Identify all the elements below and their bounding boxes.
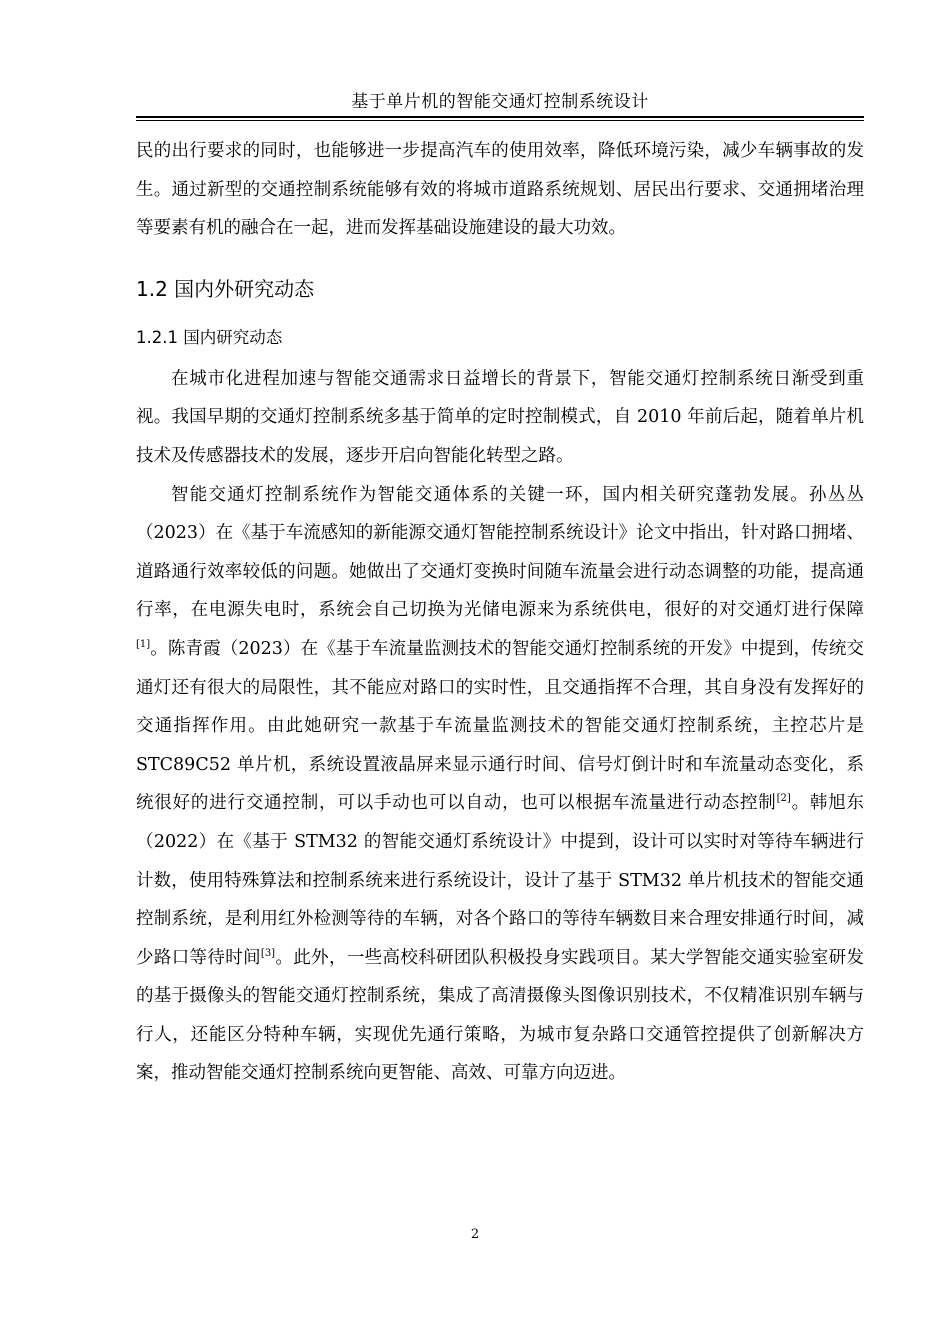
- page-number: 2: [470, 1227, 480, 1242]
- paragraph-text-segment: 。陈青霞（2023）在《基于车流量监测技术的智能交通灯控制系统的开发》中提到，传统交通灯还有很大的局限性，其不能应对路口的实时性，且交通指挥不合理，其自身没有发挥好的交通指挥作用。由此她研究一款基于车流量监测技术的智能交通灯控制系统，主控芯片是 STC89C52 单片机，系统设置液晶屏来显示通行时间、信号灯倒计时和车流量动态变化，系统很好的进行交通控制，可以手动也可以自动，也可以根据车流量进行动态控制: [136, 638, 864, 814]
- header-rule: [136, 116, 864, 118]
- paragraph-text-segment: 。此外，一些高校科研团队积极投身实践项目。某大学智能交通实验室研发的基于摄像头的智能交通灯控制系统，集成了高清摄像头图像识别技术，不仅精准识别车辆与行人，还能区分特种车辆，实现优先通行策略，为城市复杂路口交通管控提供了创新解决方案，推动智能交通灯控制系统向更智能、高效、可靠方向迈进。: [136, 947, 864, 1084]
- header-rule-secondary: [136, 120, 864, 121]
- running-header: 基于单片机的智能交通灯控制系统设计: [351, 92, 649, 112]
- paragraph-text-segment: 。韩旭东（2022）在《基于 STM32 的智能交通灯系统设计》中提到，设计可以实时对等待车辆进行计数，使用特殊算法和控制系统来进行系统设计，设计了基于 STM32 单片机技术的智能交通控制系统，是利用红外检测等待的车辆，对各个路口的等待车辆数目来合理安排通行时间，减少路口等待时间: [136, 793, 865, 968]
- domestic-research-paragraph-1: 在城市化进程加速与智能交通需求日益增长的背景下，智能交通灯控制系统日渐受到重视。我国早期的交通灯控制系统多基于简单的定时控制模式，自 2010 年前后起，随着单片机技术及传感器技术的发展，逐步开启向智能化转型之路。: [136, 368, 864, 466]
- domestic-research-paragraph-2: [136, 476, 864, 1094]
- citation-marker: [1]: [136, 639, 151, 651]
- citation-marker: [3]: [260, 947, 276, 959]
- subsection-heading: 1.2.1 国内研究动态: [136, 327, 283, 347]
- citation-marker: [2]: [776, 793, 791, 805]
- page-content: [136, 132, 864, 1093]
- paragraph-text-segment: 智能交通灯控制系统作为智能交通体系的关键一环，国内相关研究蓬勃发展。孙丛丛（2023）在《基于车流感知的新能源交通灯智能控制系统设计》论文中指出，针对路口拥堵、道路通行效率较低的问题。她做出了交通灯变换时间随车流量会进行动态调整的功能，提高通行率，在电源失电时，系统会自己切换为光储电源来为系统供电，很好的对交通灯进行保障: [136, 484, 864, 621]
- intro-paragraph: 民的出行要求的同时，也能够进一步提高汽车的使用效率，降低环境污染，减少车辆事故的发生。通过新型的交通控制系统能够有效的将城市道路系统规划、居民出行要求、交通拥堵治理等要素有机的融合在一起，进而发挥基础设施建设的最大功效。: [136, 141, 864, 239]
- section-heading: 1.2 国内外研究动态: [136, 276, 315, 301]
